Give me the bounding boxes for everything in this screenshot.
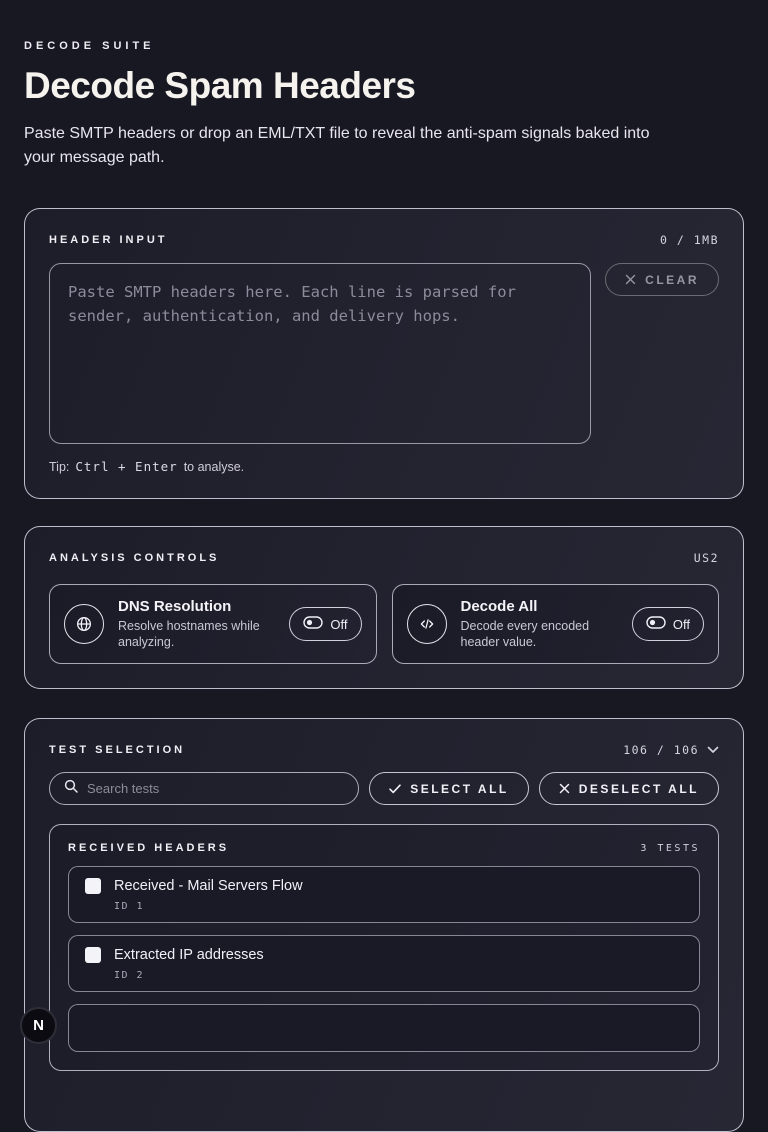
clear-button[interactable] (605, 263, 719, 296)
select-all-button[interactable] (369, 772, 529, 805)
deselect-all-button[interactable] (539, 772, 719, 805)
test-name: Extracted IP addresses (114, 947, 264, 963)
search-tests-field[interactable] (49, 772, 359, 805)
toggle-off-icon (303, 616, 323, 632)
toggle-off-icon (646, 616, 666, 632)
checkbox[interactable] (85, 878, 101, 894)
deselect-all-label: DESELECT ALL (578, 781, 699, 796)
search-icon (64, 779, 78, 798)
test-counter-value: 106 / 106 (623, 743, 699, 757)
x-icon (559, 783, 570, 794)
headers-textarea[interactable] (49, 263, 591, 444)
page-title: Decode Spam Headers (24, 65, 416, 106)
region-badge: US2 (693, 551, 719, 565)
app-eyebrow: DECODE SUITE (24, 40, 155, 52)
test-id: ID 1 (114, 901, 145, 912)
dns-resolution-description: Resolve hostnames while analyzing. (118, 619, 260, 649)
code-icon (407, 604, 447, 644)
size-counter: 0 / 1MB (660, 233, 719, 247)
decode-all-description: Decode every encoded header value. (460, 619, 590, 649)
received-headers-group (49, 824, 719, 1071)
page-subtitle: Paste SMTP headers or drop an EML/TXT file to reveal the anti-spam signals baked into your message path. (24, 125, 650, 166)
decode-all-title: Decode All (460, 598, 538, 615)
decode-all-card (392, 584, 720, 664)
group-test-count: 3 TESTS (640, 842, 700, 854)
tip-suffix: to analyse. (183, 459, 245, 474)
dns-resolution-toggle[interactable] (289, 607, 361, 641)
test-name: Received - Mail Servers Flow (114, 878, 303, 894)
chevron-down-icon (707, 743, 719, 757)
test-row-partial[interactable] (68, 1004, 700, 1052)
search-tests-input[interactable] (87, 781, 344, 796)
tip-prefix: Tip: (49, 459, 70, 474)
globe-icon (64, 604, 104, 644)
test-selection-card (24, 718, 744, 1132)
header-input-label: HEADER INPUT (49, 234, 168, 246)
test-row-received-mail-servers-flow[interactable] (68, 866, 700, 923)
received-headers-label: RECEIVED HEADERS (68, 842, 230, 854)
decode-all-toggle[interactable] (632, 607, 704, 641)
decode-all-state: Off (672, 616, 690, 632)
analysis-controls-card (24, 526, 744, 689)
header-input-card (24, 208, 744, 499)
dns-resolution-card (49, 584, 377, 664)
checkbox[interactable] (85, 947, 101, 963)
x-icon (625, 274, 636, 285)
select-all-label: SELECT ALL (410, 781, 509, 796)
dns-resolution-title: DNS Resolution (118, 598, 232, 615)
tip-text (49, 459, 719, 474)
n-floating-badge[interactable]: N (20, 1007, 57, 1044)
test-row-extracted-ip-addresses[interactable] (68, 935, 700, 992)
tip-shortcut: Ctrl + Enter (75, 459, 178, 474)
test-id: ID 2 (114, 970, 145, 981)
clear-button-label: CLEAR (645, 272, 699, 287)
dns-resolution-state: Off (330, 616, 348, 632)
test-selection-label: TEST SELECTION (49, 744, 186, 756)
analysis-controls-label: ANALYSIS CONTROLS (49, 552, 220, 564)
test-counter[interactable] (623, 743, 719, 757)
check-icon (389, 784, 401, 794)
